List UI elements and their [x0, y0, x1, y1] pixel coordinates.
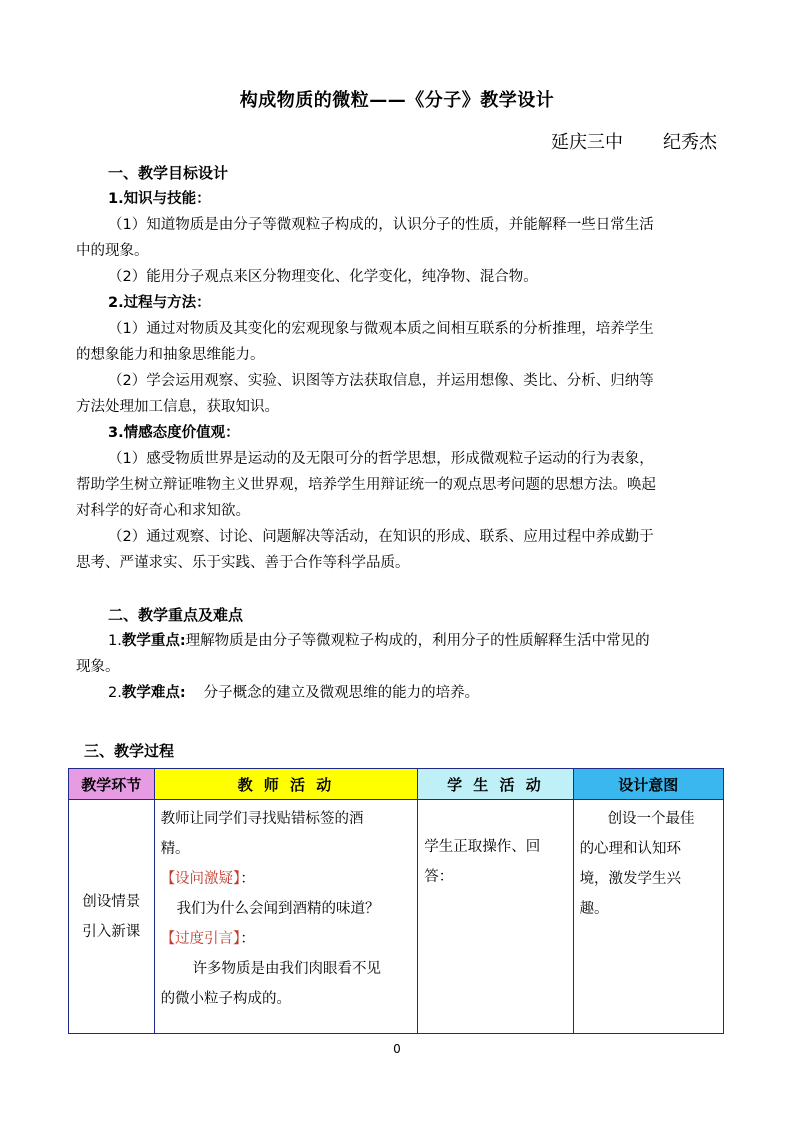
process-p1-line2: 的想象能力和抽象思维能力。 — [76, 347, 265, 363]
author-line — [551, 128, 717, 154]
process-p1-line1: （1）通过对物质及其变化的宏观现象与微观本质之间相互联系的分析推理，培养学生 — [108, 321, 654, 337]
teacher-tag1-suffix: ： — [240, 871, 255, 887]
intent-line3: 境，激发学生兴 — [579, 871, 682, 887]
stage-line2: 引入新课 — [82, 923, 141, 940]
teacher-line1: 教师让同学们寻找贴错标签的酒 — [160, 811, 364, 827]
student-line1: 学生正取操作、回 — [424, 839, 541, 855]
emotion-label: 3.情感态度价值观： — [108, 425, 240, 441]
teacher-cell — [154, 800, 418, 1034]
teacher-line2: 精。 — [160, 841, 190, 857]
section3-heading: 三、教学过程 — [84, 742, 175, 760]
teacher-tag2-line — [161, 924, 412, 954]
stage-cell — [69, 800, 155, 1034]
emotion-p1-line3: 对科学的好奇心和求知欲。 — [76, 503, 250, 519]
table-row — [69, 800, 724, 1034]
intent-line1: 创设一个最佳 — [607, 811, 695, 827]
teacher-line4: 许多物质是由我们肉眼看不见 — [192, 961, 382, 977]
section2-heading: 二、教学重点及难点 — [108, 606, 244, 624]
header-student: 学 生 活 动 — [418, 769, 573, 800]
header-intent: 设计意图 — [573, 769, 723, 800]
key-point-label: 教学重点: — [121, 633, 186, 649]
process-p2-line2: 方法处理加工信息，获取知识。 — [76, 399, 279, 415]
page-number: 0 — [393, 1042, 401, 1056]
intent-line2: 的心理和认知环 — [579, 841, 682, 857]
intent-line4: 趣。 — [579, 901, 609, 917]
emotion-p1-line1: （1）感受物质世界是运动的及无限可分的哲学思想，形成微观粒子运动的行为表象， — [108, 451, 654, 467]
knowledge-p2: （2）能用分子观点来区分物理变化、化学变化，纯净物、混合物。 — [108, 269, 538, 285]
teacher-tag1: 【设问激疑】 — [160, 871, 241, 887]
key-point-line1 — [108, 628, 650, 654]
key-point-line2: 现象。 — [76, 659, 120, 675]
section1-heading: 一、教学目标设计 — [108, 164, 229, 182]
difficulty-line — [108, 680, 479, 706]
intent-cell — [573, 800, 723, 1034]
table-header-row — [69, 769, 724, 800]
process-p2-line1: （2）学会运用观察、实验、识图等方法获取信息，并运用想像、类比、分析、归纳等 — [108, 373, 654, 389]
key-point-text: 理解物质是由分子等微观粒子构成的，利用分子的性质解释生活中常见的 — [185, 633, 650, 649]
emotion-p2-line2: 思考、严谨求实、乐于实践、善于合作等科学品质。 — [76, 555, 410, 571]
teacher-tag2: 【过度引言】 — [160, 931, 241, 947]
author-school: 延庆三中 — [551, 132, 623, 153]
teacher-tag1-line — [161, 864, 412, 894]
key-point-num: 1. — [108, 633, 122, 649]
emotion-p1-line2: 帮助学生树立辩证唯物主义世界观，培养学生用辩证统一的观点思考问题的思想方法。唤起 — [76, 477, 656, 493]
header-teacher: 教 师 活 动 — [154, 769, 418, 800]
header-stage: 教学环节 — [69, 769, 155, 800]
process-label: 2.过程与方法： — [108, 295, 211, 311]
document-title: 构成物质的微粒——《分子》教学设计 — [239, 90, 555, 111]
stage-line1: 创设情景 — [82, 893, 141, 910]
difficulty-text: 分子概念的建立及微观思维的能力的培养。 — [203, 685, 480, 701]
teacher-line3: 我们为什么会闻到酒精的味道？ — [176, 901, 380, 917]
student-line2: 答： — [424, 869, 454, 885]
teacher-line5: 的微小粒子构成的。 — [160, 991, 292, 1007]
difficulty-num: 2. — [108, 685, 122, 701]
knowledge-label: 1.知识与技能： — [108, 191, 211, 207]
teacher-tag2-suffix: ： — [240, 931, 255, 947]
knowledge-p1-line1: （1）知道物质是由分子等微观粒子构成的，认识分子的性质，并能解释一些日常生活 — [108, 217, 654, 233]
student-cell — [418, 800, 573, 1034]
author-name: 纪秀杰 — [663, 132, 717, 153]
emotion-p2-line1: （2）通过观察、讨论、问题解决等活动，在知识的形成、联系、应用过程中养成勤于 — [108, 529, 654, 545]
teaching-process-table — [68, 768, 724, 1034]
difficulty-label: 教学难点: — [121, 685, 186, 701]
knowledge-p1-line2: 中的现象。 — [76, 243, 149, 259]
